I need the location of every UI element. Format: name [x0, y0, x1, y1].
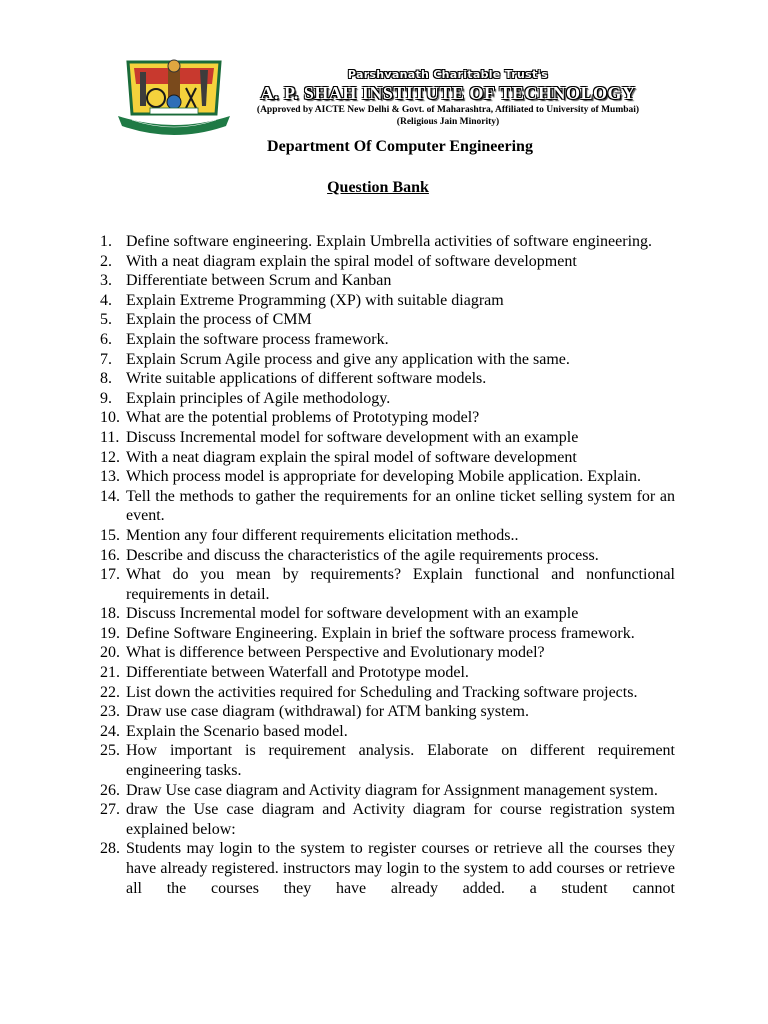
question-number: 6.	[100, 330, 112, 348]
question-number: 4.	[100, 291, 112, 309]
question-number: 7.	[100, 350, 112, 368]
question-item	[100, 663, 675, 683]
question-text: With a neat diagram explain the spiral model of software development	[126, 252, 577, 270]
question-item	[100, 271, 675, 291]
question-item	[100, 722, 675, 742]
question-text: Define Software Engineering. Explain in brief the software process framework.	[126, 624, 635, 642]
question-text: Explain Scrum Agile process and give any application with the same.	[126, 350, 570, 368]
question-text: Explain the software process framework.	[126, 330, 389, 348]
approval-note: (Approved by AICTE New Delhi & Govt. of Maharashtra, Affiliated to University of Mumbai)	[256, 105, 640, 115]
question-text: Describe and discuss the characteristics of the agile requirements process.	[126, 546, 599, 564]
question-item	[100, 781, 675, 801]
question-number: 3.	[100, 272, 112, 290]
question-number: 2.	[100, 252, 112, 270]
minority-note: (Religious Jain Minority)	[396, 117, 500, 127]
question-item	[100, 839, 675, 898]
question-item	[100, 624, 675, 644]
question-item	[100, 643, 675, 663]
question-number: 13.	[100, 468, 120, 486]
question-text: Tell the methods to gather the requirements for an online ticket selling system for an event.	[126, 487, 675, 525]
question-number: 5.	[100, 311, 112, 329]
question-number: 27.	[100, 801, 120, 819]
question-number: 23.	[100, 703, 120, 721]
question-text: Students may login to the system to register courses or retrieve all the courses they have already registered. instructors may login to the system to add courses or retrieve all the courses they have already added. a student cannot	[126, 840, 675, 897]
question-text: Explain principles of Agile methodology.	[126, 389, 391, 407]
question-item	[100, 428, 675, 448]
document-title: Question Bank	[327, 179, 429, 196]
question-text: draw the Use case diagram and Activity diagram for course registration system explained below:	[126, 801, 675, 838]
question-text: List down the activities required for Scheduling and Tracking software projects.	[126, 683, 638, 701]
question-number: 24.	[100, 722, 120, 740]
question-text: Differentiate between Waterfall and Prototype model.	[126, 664, 469, 682]
question-item	[100, 467, 675, 487]
question-text: Differentiate between Scrum and Kanban	[126, 272, 392, 290]
question-text: Which process model is appropriate for developing Mobile application. Explain.	[126, 468, 641, 486]
question-number: 22.	[100, 683, 120, 701]
question-item	[100, 800, 675, 839]
question-item	[100, 369, 675, 389]
question-number: 18.	[100, 605, 120, 623]
question-number: 12.	[100, 448, 120, 466]
question-text: Draw Use case diagram and Activity diagram for Assignment management system.	[126, 781, 658, 799]
question-text: Draw use case diagram (withdrawal) for ATM banking system.	[126, 703, 529, 721]
institute-header	[248, 68, 648, 128]
question-text: What do you mean by requirements? Explain functional and nonfunctional requirements in detail.	[126, 566, 675, 603]
question-text: Discuss Incremental model for software development with an example	[126, 605, 579, 623]
question-item	[100, 252, 675, 272]
question-item	[100, 526, 675, 546]
question-number: 28.	[100, 840, 120, 858]
question-text: Mention any four different requirements elicitation methods..	[126, 526, 519, 544]
question-item	[100, 448, 675, 468]
question-number: 8.	[100, 370, 112, 388]
question-item	[100, 565, 675, 604]
question-number: 1.	[100, 233, 112, 250]
question-item	[100, 741, 675, 780]
question-number: 15.	[100, 526, 120, 544]
question-item	[100, 232, 675, 252]
trust-name: Parshvanath Charitable Trust's	[347, 68, 549, 81]
department-heading: Department Of Computer Engineering	[267, 138, 533, 155]
question-number: 20.	[100, 644, 120, 662]
question-text: What are the potential problems of Prototyping model?	[126, 409, 480, 427]
question-number: 26.	[100, 781, 120, 799]
question-text: Explain the process of CMM	[126, 311, 312, 329]
question-item	[100, 487, 675, 526]
question-item	[100, 408, 675, 428]
question-number: 10.	[100, 409, 120, 427]
question-text: Define software engineering. Explain Umbrella activities of software engineering.	[126, 233, 653, 250]
question-text: With a neat diagram explain the spiral model of software development	[126, 448, 577, 466]
question-number: 25.	[100, 742, 120, 760]
institute-name: A. P. SHAH INSTITUTE OF TECHNOLOGY	[260, 83, 636, 103]
question-item	[100, 291, 675, 311]
question-list	[100, 232, 675, 898]
question-number: 9.	[100, 389, 112, 407]
question-number: 19.	[100, 624, 120, 642]
question-number: 21.	[100, 664, 120, 682]
question-text: How important is requirement analysis. Elaborate on different requirement engineering tasks.	[126, 742, 675, 780]
question-number: 11.	[100, 428, 120, 446]
question-text: Discuss Incremental model for software development with an example	[126, 428, 579, 446]
institute-logo	[112, 54, 236, 142]
question-text: Explain Extreme Programming (XP) with suitable diagram	[126, 291, 504, 309]
question-number: 14.	[100, 487, 120, 505]
question-item	[100, 702, 675, 722]
question-item	[100, 310, 675, 330]
question-number: 17.	[100, 566, 120, 584]
question-item	[100, 546, 675, 566]
question-text: Explain the Scenario based model.	[126, 722, 348, 740]
question-text: What is difference between Perspective and Evolutionary model?	[126, 644, 545, 662]
question-item	[100, 604, 675, 624]
question-item	[100, 683, 675, 703]
question-item	[100, 330, 675, 350]
question-item	[100, 389, 675, 409]
question-number: 16.	[100, 546, 120, 564]
question-item	[100, 350, 675, 370]
question-text: Write suitable applications of different software models.	[126, 370, 487, 388]
